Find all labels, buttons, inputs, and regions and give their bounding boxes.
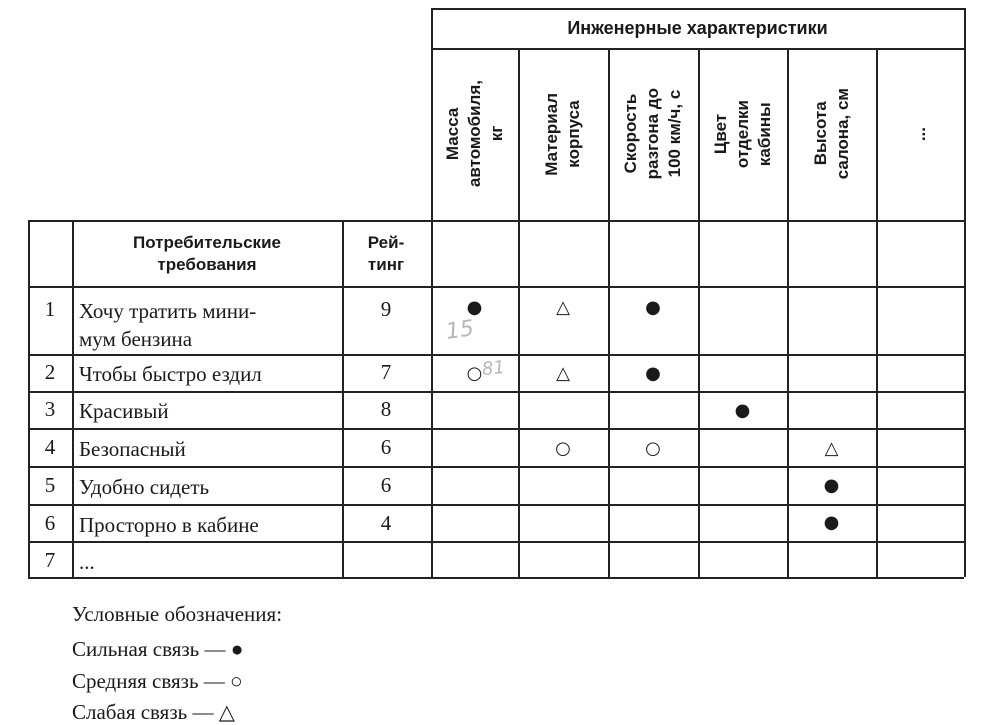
consumer-requirements-header: Потребительские требования [133, 233, 281, 274]
grid-line [28, 428, 964, 430]
grid-line [28, 504, 964, 506]
row-number: 5 [44, 473, 56, 497]
legend-item: Средняя связь — ○ [72, 669, 243, 693]
relationship-mark: ● [823, 475, 840, 496]
pencil-note: 15 [444, 316, 476, 345]
requirement-text: Безопасный [79, 437, 186, 461]
grid-line [28, 466, 964, 468]
relationship-mark: ○ [555, 438, 571, 459]
engineering-column-header [787, 50, 876, 218]
relationship-mark: ● [823, 512, 840, 533]
requirement-text: Удобно сидеть [79, 475, 210, 499]
engineering-column-header [876, 50, 964, 218]
pencil-note: 81 [480, 356, 506, 381]
grid-line [28, 391, 964, 393]
engineering-column-label: Масса автомобиля, кг [442, 80, 506, 188]
engineering-column-header [431, 50, 518, 218]
row-number: 6 [44, 511, 56, 535]
engineering-column-header [698, 50, 787, 218]
rating-value: 9 [380, 297, 392, 321]
grid-line [964, 8, 966, 577]
engineering-column-label: ... [910, 126, 929, 142]
row-number: 4 [44, 435, 56, 459]
row-number: 2 [44, 360, 56, 384]
engineering-column-label: Скорость разгона до 100 км/ч, с [621, 88, 684, 180]
rating-header: Рей- тинг [367, 233, 405, 274]
relationship-mark: ● [734, 400, 751, 421]
relationship-mark: △ [556, 363, 570, 384]
relationship-mark: ○ [466, 363, 483, 384]
engineering-column-label: Высота салона, см [810, 88, 852, 180]
rating-value: 4 [380, 511, 392, 535]
requirement-text: Просторно в кабине [79, 513, 259, 537]
engineering-column-header [608, 50, 698, 218]
requirement-text: Хочу тратить мини- мум бензина [79, 299, 257, 351]
requirement-text: Красивый [79, 399, 169, 423]
engineering-column-header [518, 50, 608, 218]
row-number: 3 [44, 397, 56, 421]
relationship-mark: ● [645, 297, 661, 318]
legend-title: Условные обозначения: [72, 602, 283, 626]
grid-line [28, 354, 964, 356]
relationship-mark: △ [824, 438, 839, 459]
engineering-group-header: Инженерные характеристики [567, 17, 828, 38]
engineering-column-label: Цвет отделки кабины [710, 99, 774, 169]
relationship-mark: ● [645, 363, 661, 384]
relationship-mark: △ [556, 297, 570, 318]
legend-item: Сильная связь — ● [72, 637, 244, 661]
requirement-text: Чтобы быстро ездил [79, 362, 262, 386]
relationship-mark: ○ [645, 438, 661, 459]
relationship-mark: ● [466, 297, 483, 318]
grid-line [28, 286, 964, 288]
requirement-text: ... [79, 550, 95, 574]
rating-value: 6 [380, 435, 392, 459]
legend-item: Слабая связь — △ [72, 700, 235, 724]
row-number: 1 [44, 297, 56, 321]
rating-value: 7 [380, 360, 392, 384]
grid-line [28, 541, 964, 543]
grid-line [28, 577, 964, 579]
row-number: 7 [44, 548, 56, 572]
engineering-column-label: Материал корпуса [542, 92, 583, 176]
rating-value: 8 [380, 397, 392, 421]
rating-value: 6 [380, 473, 392, 497]
